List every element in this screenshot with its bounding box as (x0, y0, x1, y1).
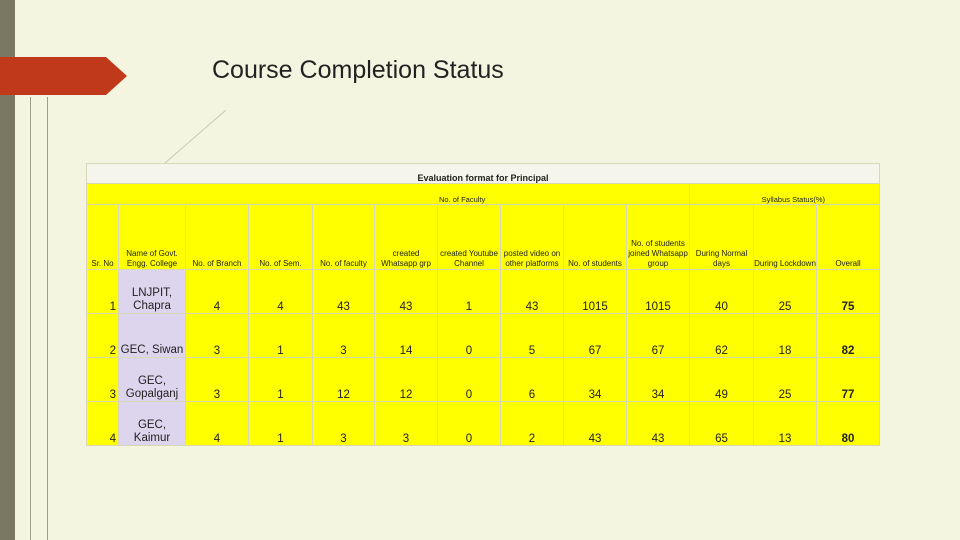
cell-video: 2 (501, 402, 564, 446)
cell-sr: 1 (87, 270, 119, 314)
cell-college: LNJPIT, Chapra (119, 270, 186, 314)
header-youtube: created Youtube Channel (438, 205, 501, 270)
cell-youtube: 0 (438, 314, 501, 358)
cell-sr: 3 (87, 358, 119, 402)
evaluation-table (86, 163, 880, 446)
cell-students: 1015 (564, 270, 627, 314)
cell-branch: 3 (186, 314, 249, 358)
cell-faculty: 3 (313, 314, 375, 358)
cell-lockdown: 18 (754, 314, 817, 358)
header-lockdown: During Lockdown (754, 205, 817, 270)
header-video: posted video on other platforms (501, 205, 564, 270)
header-sem: No. of Sem. (249, 205, 313, 270)
cell-college: GEC, Kaimur (119, 402, 186, 446)
red-tab-decoration (0, 57, 127, 95)
group-header-faculty: No. of Faculty (87, 184, 690, 205)
cell-youtube: 1 (438, 270, 501, 314)
cell-lockdown: 25 (754, 358, 817, 402)
table-row (87, 358, 880, 402)
cell-sem: 1 (249, 358, 313, 402)
cell-video: 43 (501, 270, 564, 314)
header-sr-no: Sr. No (87, 205, 119, 270)
cell-joined: 34 (627, 358, 690, 402)
cell-faculty: 12 (313, 358, 375, 402)
header-overall: Overall (817, 205, 880, 270)
table-row (87, 402, 880, 446)
decor-line (47, 97, 48, 540)
cell-video: 6 (501, 358, 564, 402)
cell-whatsapp: 43 (375, 270, 438, 314)
cell-branch: 3 (186, 358, 249, 402)
cell-youtube: 0 (438, 402, 501, 446)
slide-title: Course Completion Status (212, 56, 504, 84)
cell-sem: 1 (249, 402, 313, 446)
cell-joined: 67 (627, 314, 690, 358)
cell-lockdown: 13 (754, 402, 817, 446)
cell-college: GEC, Siwan (119, 314, 186, 358)
cell-whatsapp: 3 (375, 402, 438, 446)
cell-branch: 4 (186, 402, 249, 446)
cell-normal: 40 (690, 270, 754, 314)
header-college: Name of Govt. Engg. College (119, 205, 186, 270)
cell-youtube: 0 (438, 358, 501, 402)
table-title: Evaluation format for Principal (87, 164, 880, 184)
decor-line (30, 97, 31, 540)
cell-sr: 2 (87, 314, 119, 358)
cell-sem: 4 (249, 270, 313, 314)
cell-overall: 75 (817, 270, 880, 314)
cell-branch: 4 (186, 270, 249, 314)
cell-college: GEC, Gopalganj (119, 358, 186, 402)
header-joined: No. of students joined Whatsapp group (627, 205, 690, 270)
cell-students: 67 (564, 314, 627, 358)
header-whatsapp: created Whatsapp grp (375, 205, 438, 270)
cell-faculty: 43 (313, 270, 375, 314)
cell-normal: 62 (690, 314, 754, 358)
header-normal: During Normal days (690, 205, 754, 270)
cell-joined: 1015 (627, 270, 690, 314)
header-students: No. of students (564, 205, 627, 270)
cell-joined: 43 (627, 402, 690, 446)
cell-whatsapp: 12 (375, 358, 438, 402)
cell-overall: 77 (817, 358, 880, 402)
cell-sem: 1 (249, 314, 313, 358)
cell-faculty: 3 (313, 402, 375, 446)
cell-normal: 49 (690, 358, 754, 402)
cell-students: 43 (564, 402, 627, 446)
cell-normal: 65 (690, 402, 754, 446)
cell-overall: 82 (817, 314, 880, 358)
cell-whatsapp: 14 (375, 314, 438, 358)
cell-students: 34 (564, 358, 627, 402)
header-branch: No. of Branch (186, 205, 249, 270)
table-row (87, 314, 880, 358)
group-header-syllabus: Syllabus Status(%) (690, 184, 880, 205)
header-faculty: No. of faculty (313, 205, 375, 270)
cell-sr: 4 (87, 402, 119, 446)
cell-lockdown: 25 (754, 270, 817, 314)
cell-overall: 80 (817, 402, 880, 446)
table-row (87, 270, 880, 314)
cell-video: 5 (501, 314, 564, 358)
